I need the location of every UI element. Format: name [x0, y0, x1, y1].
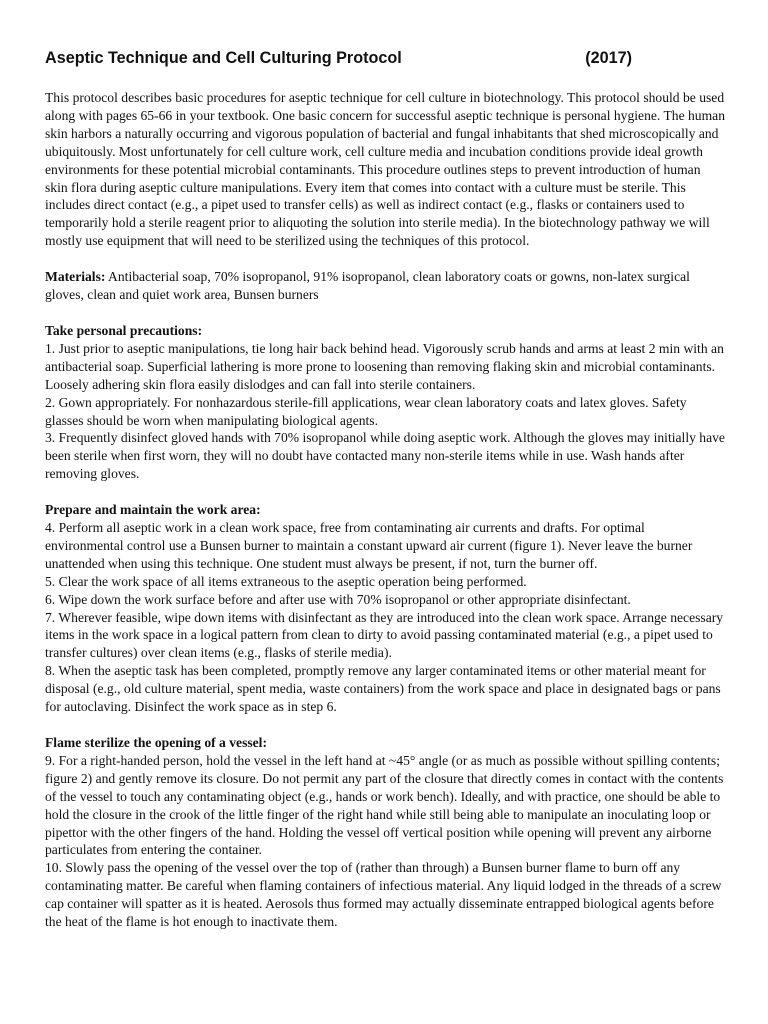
step-item: 9. For a right-handed person, hold the vessel in the left hand at ~45° angle (or as much as possible without spilling contents; figure 2) and gently remove its closure. Do not permit any part of the closure that directly comes in contact with the contents of the vessel to touch any contaminating object (e.g., hands or work bench). Ideally, and with practice, one should be able to hold the closure in the crook of the little finger of the right hand while still being able to manipulate an inoculating loop or pipettor with the other fingers of the hand. Holding the vessel off vertical position while opening will prevent any airborne particulates from entering the container. — [45, 752, 724, 858]
section-heading: Flame sterilize the opening of a vessel: — [45, 735, 267, 750]
step-item: 7. Wherever feasible, wipe down items with disinfectant as they are introduced into the clean work space. Arrange necessary items in the work space in a logical pattern from clean to dirty to avoid passing contaminated material (e.g., a pipet used to transfer cultures) over clean items (e.g., flasks of sterile media). — [45, 609, 724, 661]
document-title: Aseptic Technique and Cell Culturing Protocol — [45, 49, 402, 67]
step-item: 2. Gown appropriately. For nonhazardous sterile-fill applications, wear clean laboratory coats and latex gloves. Safety glasses should be worn when manipulating biological agents. — [45, 394, 687, 428]
document-year: (2017) — [585, 49, 632, 67]
step-item: 8. When the aseptic task has been completed, promptly remove any larger contaminated items or other material meant for disposal (e.g., old culture material, spent media, waste containers) from the work space and place in designated bags or pans for autoclaving. Disinfect the work space as in step 6. — [45, 663, 721, 715]
intro-paragraph: This protocol describes basic procedures for aseptic technique for cell culture in biotechnology. This protocol should be used along with pages 65-66 in your textbook. One basic concern for successful aseptic technique is personal hygiene. The human skin harbors a naturally occurring and vigorous population of bacterial and fungal inhabitants that shed microscopically and ubiquitously. Most unfortunately for cell culture work, cell culture media and incubation conditions provide ideal growth environments for these potential microbial contaminants. This procedure outlines steps to prevent introduction of human skin flora during aseptic culture manipulations. Every item that comes into contact with a culture must be sterile. This includes direct contact (e.g., a pipet used to transfer cells) as well as indirect contact (e.g., flasks or containers used to temporarily hold a sterile reagent prior to aliquoting the solution into sterile media). In the biotechnology pathway we will mostly use equipment that will need to be sterilized using the techniques of this protocol. — [45, 90, 725, 249]
section-personal-precautions — [45, 322, 725, 483]
step-item: 5. Clear the work space of all items extraneous to the aseptic operation being performed. — [45, 573, 527, 589]
section-heading: Take personal precautions: — [45, 322, 203, 338]
materials-label: Materials: — [45, 269, 106, 285]
step-item: 3. Frequently disinfect gloved hands with 70% isopropanol while doing aseptic work. Although the gloves may initially have been sterile when first worn, they will no doubt have contacted many non-sterile items while in use. Wash hands after removing gloves. — [45, 430, 725, 482]
step-item: 1. Just prior to aseptic manipulations, tie long hair back behind head. Vigorously scrub hands and arms at least 2 min with an antibacterial soap. Superficial lathering is more prone to loosening than removing flaking skin and microbial contaminants. Loosely adhering skin flora easily dislodges and can fall into sterile containers. — [45, 340, 724, 392]
step-item: 6. Wipe down the work surface before and after use with 70% isopropanol or other appropriate disinfectant. — [45, 591, 631, 607]
step-item: 4. Perform all aseptic work in a clean work space, free from contaminating air currents and drafts. For optimal environmental control use a Bunsen burner to maintain a constant upward air current (figure 1). Never leave the burner unattended when using this technique. One student must always be present, if not, turn the burner off. — [45, 520, 693, 571]
title-row — [45, 46, 725, 70]
section-heading: Prepare and maintain the work area: — [45, 502, 261, 518]
materials-paragraph — [45, 268, 725, 304]
section-work-area — [45, 501, 725, 716]
document-page — [45, 46, 725, 949]
step-item: 10. Slowly pass the opening of the vessel over the top of (rather than through) a Bunsen burner flame to burn off any contaminating matter. Be careful when flaming containers of infectious material. Any liquid lodged in the threads of a screw cap container will spatter as it is heated. Aerosols thus formed may actually disseminate entrapped biological agents before the heat of the flame is hot enough to inactivate them. — [45, 860, 722, 930]
materials-text: Antibacterial soap, 70% isopropanol, 91% isopropanol, clean laboratory coats or gowns, non-latex surgical gloves, clean and quiet work area, Bunsen burners — [45, 269, 690, 303]
section-flame-sterilize — [45, 734, 725, 931]
